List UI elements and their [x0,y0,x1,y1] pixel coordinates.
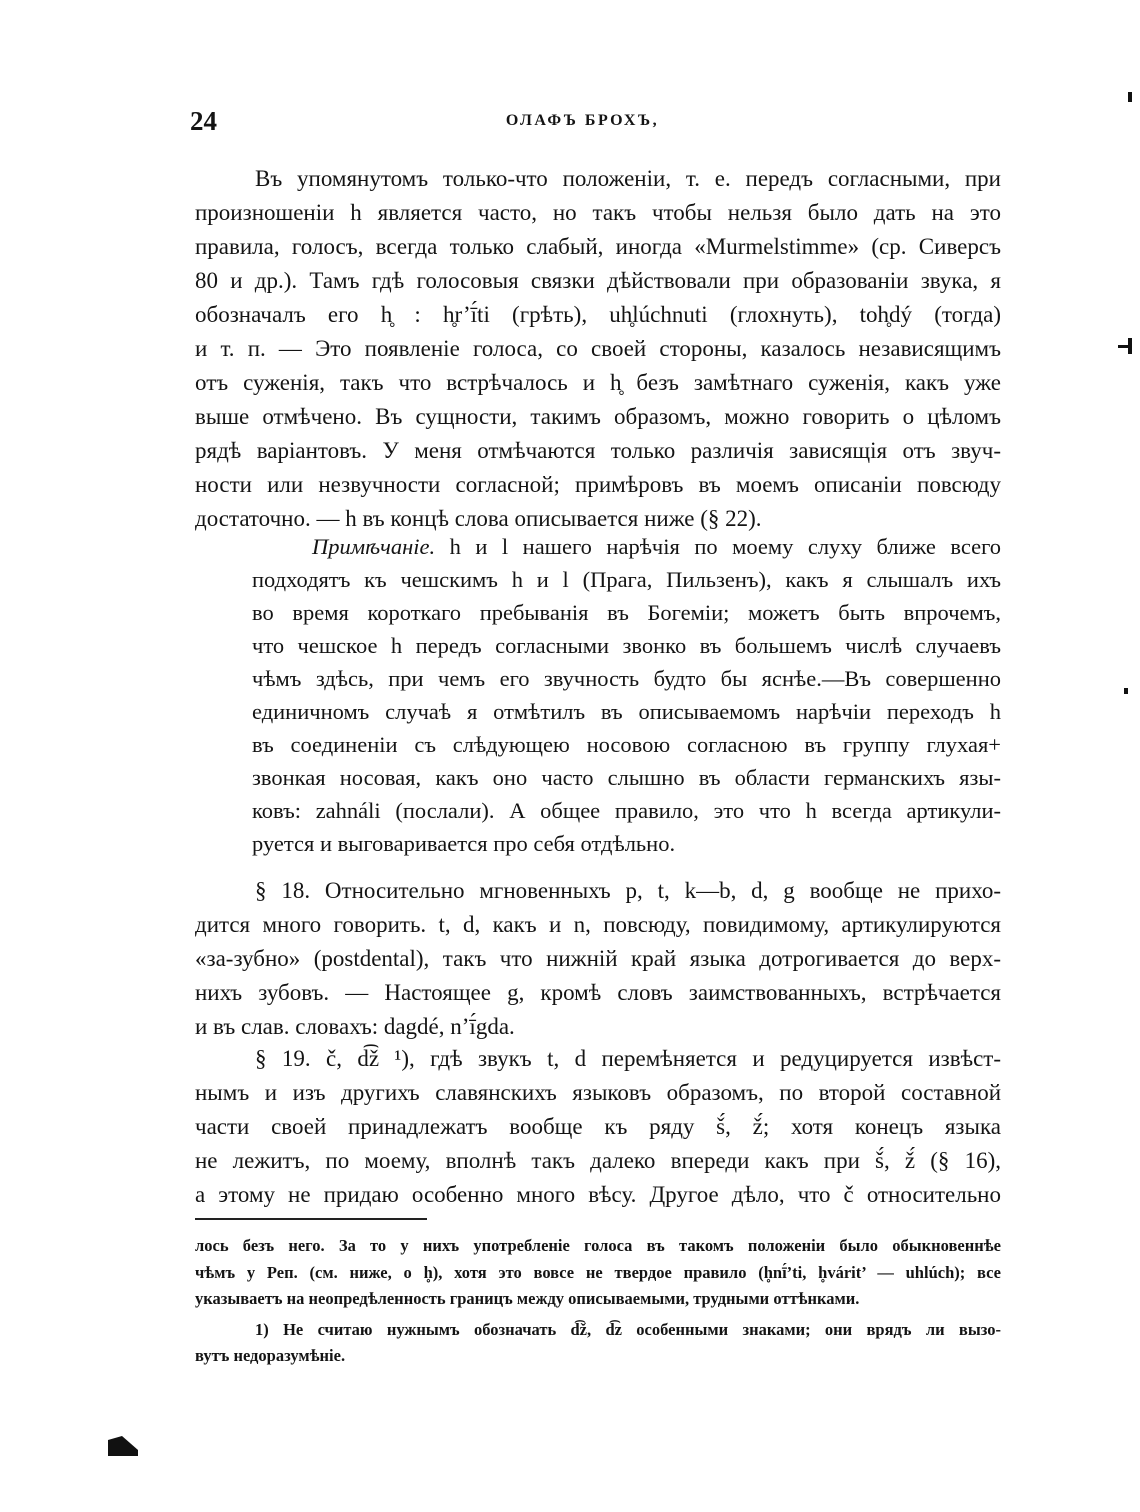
text-line: и т. п. — Это появленіе голоса, со своей стороны, казалось независящимъ [195,336,1001,361]
paragraph-section-18 [195,874,1001,1044]
footnote-line: лось безъ него. За то у нихъ употребленіе голоса въ такомъ положеніи было обыкновеннѣе [195,1236,1001,1255]
text-line: въ соединеніи съ слѣдующею носовою согласною въ группу глухая+ [252,732,1001,757]
text-line: и въ слав. словахъ: dagdé, n’ī́gda. [195,1014,515,1039]
text-line: правила, голосъ, всегда только слабый, иногда «Murmelstimme» (ср. Сиверсъ [195,234,1001,259]
text-line: рядѣ варіантовъ. У меня отмѣчаются только различія зависящія отъ звуч- [195,438,1001,463]
footnote-line: указываетъ на неопредѣленность границъ между описываемыми, трудными оттѣнками. [195,1289,860,1308]
text-line: достаточно. — h въ концѣ слова описывается ниже (§ 22). [195,506,762,531]
text-line: 80 и др.). Тамъ гдѣ голосовыя связки дѣйствовали при образованіи звука, я [195,268,1001,293]
text-line: во время короткаго пребыванія въ Богеміи; можетъ быть впрочемъ, [252,600,1001,625]
note-first-line: h и l нашего нарѣчія по моему слуху ближе всего [449,534,1001,559]
text-line: ковъ: zahnáli (послали). А общее правило, это что h всегда артикули- [252,798,1001,823]
scan-edge-mark [1124,688,1128,694]
text-line: выше отмѣчено. Въ сущности, такимъ образомъ, можно говорить о цѣломъ [195,404,1001,429]
text-line: руется и выговаривается про себя отдѣльно. [252,831,676,856]
text-line: единичномъ случаѣ я отмѣтилъ въ описываемомъ нарѣчіи переходъ h [252,699,1001,724]
text-line: звонкая носовая, какъ оно часто слышно въ области германскихъ язы- [252,765,1001,790]
text-line: «за-зубно» (postdental), такъ что нижній край языка дотрогивается до верх- [195,946,1001,971]
text-line: чѣмъ здѣсь, при чемъ его звучность будто бы яснѣе.—Въ совершенно [252,666,1001,691]
text-line: обозначалъ его h̥ : h̥r’ī́ti (грѣть), uh̥lúchnuti (глохнуть), toh̥dý (тогда) [195,302,1001,327]
text-line: § 18. Относительно мгновенныхъ p, t, k—b, d, g вообще не прихо- [255,878,1001,903]
footnote-line: чѣмъ у Реп. (см. ниже, о h̥), хотя это вовсе не твердое правило (h̥nī́’ti, h̥várit’ — uhlúch); все [195,1262,1001,1282]
footnote-line: вутъ недоразумѣніе. [195,1346,346,1365]
text-line: не лежитъ, по моему, вполнѣ такъ далеко впереди какъ при š́, ž́ (§ 16), [195,1148,1001,1173]
scan-edge-mark [1128,92,1132,102]
note-label: Примѣчаніе. [312,534,436,559]
text-line: что чешское h передъ согласными звонко въ большемъ числѣ случаевъ [252,633,1001,658]
scan-edge-mark [1128,338,1132,354]
text-line: дится много говорить. t, d, какъ и n, повсюду, повидимому, артикулируются [195,912,1001,937]
text-line: подходятъ къ чешскимъ h и l (Прага, Пильзенъ), какъ я слышалъ ихъ [252,567,1001,592]
note-block [252,530,1001,860]
scan-corner-mark [108,1436,140,1458]
footnotes [195,1233,1001,1370]
text-line [252,530,1001,563]
footnote-divider [195,1218,427,1220]
running-head: ОЛАФЪ БРОХЪ, [505,112,660,129]
paragraph-h-voicing [195,162,1001,536]
text-line: ности или незвучности согласной; примѣровъ въ моемъ описаніи повсюду [195,472,1001,497]
footnote-line: 1) Не считаю нужнымъ обозначать d͡ž, d͡z особенными знаками; они врядъ ли вызо- [255,1319,1001,1339]
page-number: 24 [190,106,217,136]
text-line: отъ суженія, такъ что встрѣчалось и h̥ безъ замѣтнаго суженія, какъ уже [195,370,1001,395]
paragraph-section-19 [195,1042,1001,1212]
text-line: нихъ зубовъ. — Настоящее g, кромѣ словъ заимствованныхъ, встрѣчается [195,980,1001,1005]
text-line: нымъ и изъ другихъ славянскихъ языковъ образомъ, по второй составной [195,1080,1001,1105]
text-line: § 19. č, d͡ž ¹), гдѣ звукъ t, d перемѣняется и редуцируется извѣст- [255,1046,1001,1071]
text-line: произношеніи h является часто, но такъ чтобы нельзя было дать на это [195,200,1001,225]
text-line: а этому не придаю особенно много вѣсу. Другое дѣло, что č относительно [195,1182,1001,1207]
text-line: части своей принадлежатъ вообще къ ряду š́, ž́; хотя конецъ языка [195,1114,1001,1139]
text-line: Въ упомянутомъ только-что положеніи, т. е. передъ согласными, при [255,166,1001,191]
